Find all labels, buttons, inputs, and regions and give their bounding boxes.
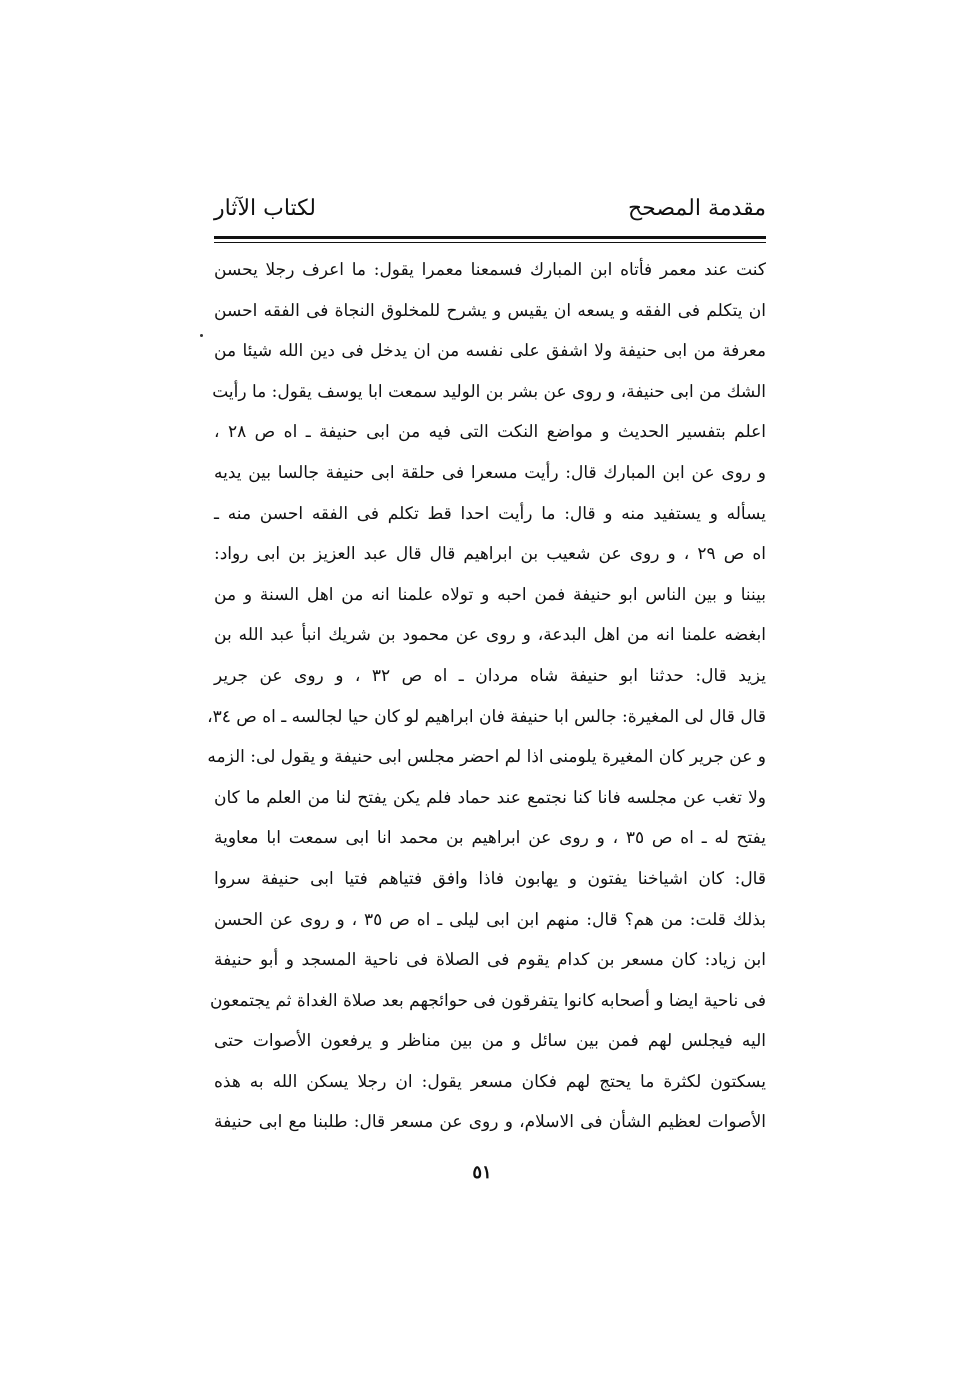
header-rule-thin [214, 242, 766, 243]
text-line: يفتح له ـ اه ص ٣٥ ، و روى عن ابراهيم بن محمد انا ابى سمعت ابا معاوية [214, 828, 766, 849]
body-text [207, 250, 767, 1143]
text-line: معرفة من ابى حنيفة ولا اشفق على نفسه من ان يدخل فى دين الله شيئا من [214, 341, 766, 362]
text-line: ان يتكلم فى الفقه و يسعه ان يقيس و يشرح للمخلوق النجاة فى الفقه احسن [214, 300, 766, 321]
header-rule-thick [214, 236, 766, 239]
text-line: و عن جرير كان المغيرة يلومنى اذا لم احضر مجلس ابى حنيفة و يقول لى: الزمه [207, 747, 766, 768]
text-line: ابغضه علمنا انه من اهل البدعة، و روى عن محمود بن شريك انبأ عبد الله بن [214, 625, 766, 646]
header-left-title: لكتاب الآثار [214, 196, 317, 221]
text-line: فى ناحية ايضا و أصحابه كانوا يتفرقون فى حوائجهم بعد صلاة الغداة ثم يجتمعون [209, 990, 766, 1011]
text-line: ولا تغب عن مجلسه فانا كنا نجتمع عند حماد فلم يكن يفتح لنا من العلم ما كان [214, 787, 766, 808]
running-header [214, 190, 766, 234]
text-line: بيننا و بين الناس ابو حنيفة فمن احبه و تولاه علمنا انه من اهل السنة و من [214, 584, 766, 605]
text-line: قال: كان اشياخنا يفتون و يهابون فاذا وافق فتياهم فتيا ابى حنيفة سروا [214, 868, 766, 889]
text-line: يسكتون لكثرة ما يحتج لهم فكان مسعر يقول: ان رجلا يسكن الله به هذه [214, 1071, 766, 1092]
text-line: الأصوات لعظيم الشأن فى الاسلام، و روى عن مسعر قال: طلبنا مع ابى حنيفة [214, 1112, 766, 1133]
text-line: يسأله و يستفيد منه و قال: ما رأيت احدا قط تكلم فى الفقه احسن منه ـ [214, 503, 766, 524]
scan-speck [200, 334, 203, 337]
text-line: اليه فيجلس لهم فمن بين سائل و من بين مناظر و يرفعون الأصوات حتى [214, 1031, 766, 1052]
text-line: يزيد قال: حدثنا ابو حنيفة شاه مردان ـ اه ص ٣٢ ، و روى عن جرير [214, 665, 767, 686]
text-line: الشك من ابى حنيفة، و روى عن بشر بن الوليد سمعت ابا يوسف يقول: ما رأيت [212, 381, 766, 402]
text-line: قال قال لى المغيرة: جالس ابا حنيفة فان ابراهيم لو كان حيا لجالسه ـ اه ص ٣٤، [207, 706, 766, 727]
text-line: بذلك قلت: من هم؟ قال: منهم ابن ابى ليلى ـ اه ص ٣٥ ، و روى عن الحسن [214, 909, 766, 930]
text-line: كنت عند معمر فأتاه ابن المبارك فسمعنا معمرا يقول: ما اعرف رجلا يحسن [214, 260, 766, 280]
text-line: ابن زياد: كان مسعر بن كدام يقوم فى الصلاة فى ناحية المسجد و أبو حنيفة [214, 950, 766, 971]
header-right-title: مقدمة المصحح [627, 196, 766, 221]
page-number: ٥١ [472, 1162, 492, 1183]
text-line: و روى عن ابن المبارك قال: رأيت مسعرا فى حلقة ابى حنيفة جالسا بين يديه [214, 462, 766, 483]
text-line: اعلم بتفسير الحديث و مواضع النكت التى فيه من ابى حنيفة ـ اه ص ٢٨ ، [214, 422, 766, 443]
text-line: اه ص ٢٩ ، و روى عن شعيب بن ابراهيم قال قال عبد العزيز بن ابى رواد: [214, 544, 766, 565]
